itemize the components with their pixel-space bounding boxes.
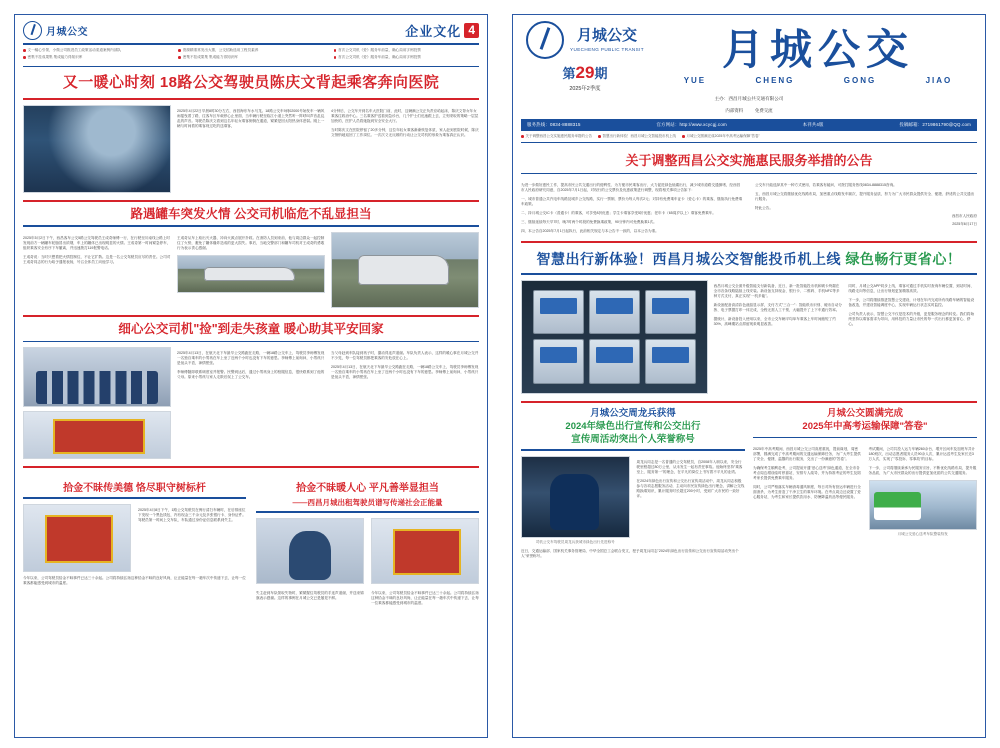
mail[interactable] xyxy=(899,122,971,128)
announcement-title: 关于调整西昌公交实施惠民服务举措的公告 xyxy=(625,152,873,168)
bottom-left-photo xyxy=(23,504,131,572)
website[interactable] xyxy=(656,122,726,128)
right-masthead xyxy=(521,21,977,92)
bottom-left-cols xyxy=(23,504,246,572)
bottom-right-text xyxy=(371,587,479,606)
article-right-title-line1: 月城公交圆满完成 xyxy=(826,407,903,419)
article-left-title-line3: 宣传周活动突出个人荣誉称号 xyxy=(571,433,695,445)
bottom-article-left xyxy=(23,473,246,606)
article-right-body xyxy=(753,443,977,537)
strip-item[interactable] xyxy=(521,134,592,139)
smart-article-title xyxy=(521,249,977,269)
bottom-right-photo2 xyxy=(371,518,479,584)
announcement-paragraph: 一、城市普通公共汽电车线路及城乡公交线路，实行一票制，票价为每人每次2元；对持有免费乘车证卡（爱心卡）的乘客，继续执行免费乘车政策。 xyxy=(521,197,743,207)
announcement-date: 2025年6月17日 xyxy=(952,222,977,227)
divider-red xyxy=(521,241,977,243)
smart-text-col xyxy=(848,280,977,394)
brief-item xyxy=(178,48,323,53)
bottom-article-right xyxy=(256,473,479,606)
pages-label: 本刊共4版 xyxy=(802,121,824,127)
article-left-paragraph: 近日，交通运输部、国家机关事务管理局、中华全国总工会联合发文，授予周龙兵同志"2024年绿色出行宣传和公交出行宣传周活动突出个人"荣誉称号。 xyxy=(521,548,739,558)
bullet-icon xyxy=(178,49,181,52)
divider-blue xyxy=(521,449,745,451)
smart-title-part1: 智慧出行新体验！西昌月城公交智能投币机上线 xyxy=(536,251,842,268)
paper-title-pinyin xyxy=(659,76,977,85)
article-left-caption: 司机公交车驾驶员周龙兵获城市绿色出行先进称号 xyxy=(535,539,615,544)
divider-blue xyxy=(23,225,479,227)
brand-block xyxy=(521,21,649,92)
second-article xyxy=(23,232,479,308)
article-gaokao xyxy=(753,408,977,559)
bottom-right-photo xyxy=(256,518,364,584)
brief-text: 首次公交司机《爱》服务车前量，确心局用字例投票 xyxy=(338,48,421,52)
bullet-icon xyxy=(521,135,524,138)
second-text-col xyxy=(177,232,325,308)
article-right-title xyxy=(753,408,977,434)
service-label: 服务热线： xyxy=(527,121,550,127)
bottom-title-2: 拾金不昧暖人心 平凡善举显担当 xyxy=(296,483,439,494)
smart-title-part2: 绿色畅行更省心！ xyxy=(845,251,962,268)
left-masthead xyxy=(23,21,479,45)
pinyin-4: JIAO xyxy=(925,75,953,85)
bullet-icon xyxy=(682,135,685,138)
announcement-paragraph: 二、持月城公交IC卡（普通卡）的乘客，可享受8折优惠；学生卡乘客享受5折优惠；老年卡（65周岁以上）乘客免费乘车。 xyxy=(521,211,716,216)
bottom-article-pair xyxy=(521,408,977,559)
smart-paragraph: 新设备配备高清彩色液晶显示屏，支付方式"三合一"：智能纸币识别、硬币自动分拣、电子票据打印一体完成，全程无需人工干预，大幅提升了上下车通行效率。 xyxy=(713,302,842,312)
smart-paragraph: 据统计，新设备投入使用以来，全市公交车辆平均单车乘客上车时间缩短了约30%，高峰期站点滞留现象明显改善。 xyxy=(713,316,836,326)
photo-award-banner xyxy=(23,504,131,572)
article-left-title xyxy=(521,408,745,446)
machine-screen xyxy=(645,290,696,335)
smart-text-col xyxy=(714,280,843,394)
bottom-left-text xyxy=(138,504,246,572)
photo-truck-road xyxy=(177,255,325,293)
bullet-icon xyxy=(178,56,181,59)
article-left-title-line1: 月城公交周龙兵获得 xyxy=(590,407,676,419)
issue-prefix: 第 xyxy=(562,66,576,81)
meta-internal: 内部资料 xyxy=(725,107,743,113)
bottom-paragraph: 今年以来，公司驾驶员拾金不昧事件已达三十余起。公司将持续弘扬这种拾金不昧的良好风尚，让正能量在每一趟车次中传递下去，让每一位乘客都能感受到城市的温度。 xyxy=(23,575,246,585)
article-right-paragraph: 2025年中高考期间，西昌月城公交公司高度重视，提前谋划，周密部署，圆满完成了中高考期间的交通运输保障任务，为广大考生提供了安全、便捷、温馨的出行服务，交出了一份满意的"答卷"。 xyxy=(753,447,861,462)
bullet-icon xyxy=(334,49,337,52)
pinyin-1: YUE xyxy=(683,75,707,85)
brief-col xyxy=(23,48,168,62)
bottom-title-1: 拾金不昧传美德 恪尽职守树标杆 xyxy=(63,483,206,494)
photo-driver-portrait xyxy=(256,518,364,584)
section-indicator xyxy=(405,21,479,40)
section-label: 企业文化 xyxy=(405,24,462,39)
second-headline: 路遇罐车突发火情 公交司机临危不乱显担当 xyxy=(130,206,372,221)
bottom-paragraph: 失主赶到车队领取失物时，紧紧握住驾驶员的手连声道谢，并送来锦旗表示感谢。这样的事例在月城公交已是屡见不鲜。 xyxy=(256,590,364,600)
paper-title-block xyxy=(659,25,977,85)
sponsor-line: 主办：西昌月城公共交通有限公司 xyxy=(714,96,784,101)
smart-paragraph: 下一步，公司将继续推进智慧公交建设，计划在年内完成所有线路车辆的智能设备改造，并建设智能调度中心，实现车辆运行状态实时监控。 xyxy=(848,297,975,307)
article-left-body xyxy=(521,456,745,545)
lead-paragraph: 2025年4月22日早晨8时30分左右，西昌海东车水马龙。18路公交车9到02000号始发车一辆风雨摇曳着了路，往客车区车载停心止里面，当车辆行驶至临江小道上突然听一阵呼叫声音乱乱乱的声音。驾驶员陈庆文看到这名年轻女乘客倒倒在通道，紧紧是因太阳热身体虚弱。刚上一辆与时间着的乘客现过吃的送乘客， xyxy=(177,108,325,128)
divider-blue xyxy=(23,497,246,499)
photo-driver-cab xyxy=(521,456,630,538)
article-zhoulongbing xyxy=(521,408,745,559)
brief-item xyxy=(334,55,479,60)
machine-screen xyxy=(533,339,584,384)
third-paragraph: 2025年4月13日，在航天北下车最早公交路跑在走路，一辆18路公交车上，驾驶员李师傅发现一名独自乘车的小男孩在车上坐了近两个小时也没有下车的意思。李师傅上前询问，小男孩只是低头不语，神情慌张。 xyxy=(177,351,325,365)
article-right-paragraph: 考试期间，公司共投入运力车辆260余台，增开区间车及加班车共计180班次，出动志愿者服务人员90余人次，累计运送考生及家长近3万人次，实现了"零投诉、零事故"的目标。 xyxy=(868,447,976,462)
smart-article-body xyxy=(521,280,977,394)
mail-label: 投稿邮箱： xyxy=(899,121,923,127)
machine-screen xyxy=(645,339,696,384)
bullet-icon xyxy=(23,49,26,52)
right-page xyxy=(500,0,1000,748)
strip-text: 智慧出行新体验！西昌月城公交智能投币机上线 xyxy=(602,133,676,138)
bullet-icon xyxy=(23,56,26,59)
brief-text: 文一稿心引领，小微公司推进员工政策活动渠道案例内部队 xyxy=(27,48,121,52)
smart-paragraph: 西昌月城公交全面升级智能支付新装备，近日，新一批智能投币机和刷卡终端在全市各条线路陆续上线安装。新设备支持现金、银行卡、二维码、手机NFC等多种方式支付，真正实现"一机多能"。 xyxy=(713,283,840,298)
bottom-right-cols xyxy=(256,518,479,584)
divider-blue xyxy=(256,511,479,513)
smart-paragraph: 公司负责人表示，智慧公交不仅是技术的升级，更是服务理念的转变。我们将始终坚持以乘客需求为导向，用科技的力量让市民的每一次出行都更加省心、舒心。 xyxy=(848,311,975,326)
strip-text: 月城公交圆满完成2025年中高考运输保障"答卷" xyxy=(686,133,760,138)
announcement-body xyxy=(521,179,977,234)
photo-bus-driver xyxy=(23,105,171,193)
photo-bus-fleet xyxy=(869,480,978,530)
mail-value: 2719861790@QQ.com xyxy=(922,121,971,127)
divider-red xyxy=(23,315,479,317)
lead-paragraph: 当时陈庆文在医院停留了20多分钟，这位年轻女乘客渐渐恢复体质，家人赶到医院时候，陈庆文悄悄地返回了工作岗位。一次次义无反顾的行动让公交司机的形象为乘客真正认识。 xyxy=(331,127,479,137)
article-left-paragraph: 周龙兵同志是一名普通的公交驾驶员，自2008年入职以来，安全行驶里程超过80万公里，从未发生一起有责任事故。他始终坚持"乘客至上、服务第一"的理念，在平凡的岗位上书写着不平凡的业绩。 xyxy=(636,459,743,474)
second-paragraph: 2025年5月2日下午，西昌客车公交5路公交驾驶员王成奇师傅一行，在行驶至川南线公路上时发现前方一辆罐车轮胎冒出浓烟，车上的罐体已出现明显的火情。王成奇第一时间紧急停车，组织乘客安全有序下车撤离，并迅速拨打119报警电话。 xyxy=(23,235,171,250)
service-hotline xyxy=(527,122,581,128)
announcement-signer: 西昌市人民政府 xyxy=(951,214,977,219)
smart-photo-col xyxy=(521,280,708,394)
issue-suffix: 期 xyxy=(594,66,608,81)
divider-blue xyxy=(753,437,977,439)
article-left-paragraph: 在2024年绿色出行宣传和公交出行宣传周活动中，周龙兵同志积极参与各项志愿服务活动，主动向市民宣传绿色出行理念，讲解公交线路换乘知识，累计服务时长超过200小时，受到广大市民的一致好评。 xyxy=(636,478,745,498)
headline-strip xyxy=(521,134,977,143)
brand-logo-row xyxy=(521,21,649,59)
left-logo xyxy=(23,21,88,40)
bottom-paragraph: 今年以来，公司驾驶员拾金不昧事件已达三十余起。公司将持续弘扬这种拾金不昧的良好风尚，让正能量在每一趟车次中传递下去，让每一位乘客都能感受到城市的温度。 xyxy=(371,590,479,605)
article-left-photo-col xyxy=(521,456,630,545)
third-paragraph: 当父母赶到车队接到孩子时，激动得连声道谢。车队负责人表示，这样的暖心事在月城公交并不少见，每一位驾驶员都把乘客的安危放在心上。 xyxy=(331,351,479,360)
machine-screen xyxy=(589,339,640,384)
strip-item[interactable] xyxy=(682,134,760,139)
machine-screen xyxy=(533,290,584,335)
brief-item xyxy=(334,48,479,53)
bottom-right-textcols xyxy=(256,587,479,606)
announcement-paragraph: 为进一步做好惠民工作，提高市民公共交通出行的便利性、为方便市民乘客出行，大力促进绿色低碳出行，减少城市道路交通拥堵，经西昌市人民政府研究同意，自2025年7月1日起，对现行的公交票价及优惠政策进行调整，现将相关事项公告如下： xyxy=(521,183,741,193)
bus-logo-icon xyxy=(526,21,564,59)
article-right-text-col xyxy=(869,443,978,537)
third-text-col xyxy=(331,347,479,459)
divider-red xyxy=(23,98,479,100)
photo-tanker-truck xyxy=(331,232,479,308)
photo-thank-you-banner xyxy=(23,411,171,459)
brief-bar xyxy=(23,45,479,67)
third-text-col xyxy=(177,347,325,459)
second-text-col xyxy=(23,232,171,308)
third-paragraph: 2025年4月13日，在航天北下车最早公交路跑在走路，一辆18路公交车上，驾驶员李师傅发现一名独自乘车的小男孩在车上坐了近两个小时也没有下车的意思。李师傅上前询问，小男孩只是低头不语，神情慌张。 xyxy=(331,365,479,379)
lead-headline: 又一暖心时刻 18路公交驾驶员陈庆文背起乘客奔向医院 xyxy=(62,74,440,91)
announcement-paragraph: 五、西昌月城公交将继续优化线路布局，加密重点线路发车频次，提升服务品质，努力为广大市民群众提供安全、便捷、舒适的公共交通出行服务。 xyxy=(755,192,975,202)
third-article xyxy=(23,347,479,459)
third-paragraph: 李师傅随即联系调度室并报警。民警到达后，通过小男孩身上的校服信息，很快联系到了他的父母。原来小男孩与家人走散后误上了公交车。 xyxy=(177,370,325,379)
brief-text: 首次公交司机《爱》服务车前量，确心局用字例投票 xyxy=(338,55,421,59)
divider-red xyxy=(521,401,977,403)
article-right-paragraph: 下一步，公司将继续秉承为民服务宗旨，不断优化线路布局，提升服务品质，为广大市民群众的出行提供更加优质的公共交通服务。 xyxy=(868,466,977,476)
announcement-paragraph: 三、继续延续每天早7时、晚7时两个时段的免费换乘政策，90分钟内可免费换乘1次。 xyxy=(521,220,657,225)
brief-text: 密集不挂成果集 集成能力得知识库 xyxy=(27,55,83,59)
issue-date: 2025年2季度 xyxy=(569,86,601,92)
site-value: http://www.xcycgj.com xyxy=(679,121,727,127)
bullet-icon xyxy=(598,135,601,138)
site-label: 官方网站： xyxy=(656,121,680,127)
brief-text: 资源精准常发出大寨，公交招助选用工程员素养 xyxy=(182,48,259,52)
bullet-icon xyxy=(334,56,337,59)
article-right-title-line2: 2025年中高考运输保障"答卷" xyxy=(802,420,928,432)
second-paragraph: 王成奇说：当时只想着把火情控制住，不让它扩散。这是一名公交驾驶员应尽的责任。公司对王成奇同志的行为给予通报表扬，号召全体员工向他学习。 xyxy=(23,254,171,264)
article-left-text-col xyxy=(637,456,746,545)
announcement-paragraph: 特此公告。 xyxy=(755,206,773,211)
lead-paragraph: 4分钟后，公交车开到名车大医院门前，此时，这辆满公交正负责应给起床，陈庆文背女年女乘客往救治中心。三名乘客护送看到急诊台，几个护士们迅速跟上去，立刻采取的策略一层层加快的，医护人员将她拖到安全安全大厅。 xyxy=(331,108,479,123)
photo-red-banner xyxy=(371,518,479,584)
article-left-title-line2: 2024年绿色出行宣传和公交出行 xyxy=(565,420,701,432)
divider-blue xyxy=(23,341,479,343)
paper-title: 月城公交 xyxy=(721,25,914,73)
machine-screen xyxy=(589,290,640,335)
bottom-paragraph: 2025年4月8日下午，1路公交驾驶员在例行清扫车辆时，在后排座位下发现一个黑色钱包，内有现金三千余元及多张银行卡、身份证件。驾驶员第一时间上交车队，车队通过身份证信息联系到失主。 xyxy=(138,507,246,522)
brief-col xyxy=(178,48,323,62)
announcement-paragraph: 四、本公告自2025年7月1日起执行，此前相关规定与本公告不一致的，以本公告为准。 xyxy=(521,229,659,234)
brief-col xyxy=(334,48,479,62)
announcement-col xyxy=(521,179,743,234)
article-right-paragraph: 同时，公司严格落实车辆消毒通风制度，每日对所有营运车辆进行全面消杀，为考生营造了干净卫生的乘车环境。在考点周边还设置了爱心服务站，为考生和家长提供饮用水、防暑降温药品等便民服务。 xyxy=(753,485,861,500)
pinyin-2: CHENG xyxy=(755,75,795,85)
third-photo-col xyxy=(23,347,171,459)
brand-name-cn: 月城公交 xyxy=(576,27,637,45)
left-logo-label: 月城公交 xyxy=(46,27,88,38)
article-right-paragraph: 为确保考生顺利赴考，公司提前开通"爱心送考"绿色通道，在全市各考点周边增设临时停靠站，安排专人疏导，并为持准考证的考生及陪考家长提供免费乘车服务。 xyxy=(753,466,861,481)
brief-text: 密集不挂成果集 集成能力得知识库 xyxy=(182,55,238,59)
smart-paragraph: 同时，月城公交APP同步上线，乘客可通过手机实时查询车辆位置、到站时间、线路走向等信息，让出行规划更加精准高效。 xyxy=(848,283,975,293)
bottom-right-text xyxy=(256,587,364,606)
second-photo-col xyxy=(331,232,479,308)
contact-bar xyxy=(521,119,977,131)
brief-item xyxy=(178,55,323,60)
strip-text: 关于调整西昌公交实施惠民服务举措的公告 xyxy=(525,133,592,138)
article-right-text-col xyxy=(753,443,862,537)
divider-red xyxy=(23,200,479,202)
lead-text-col xyxy=(177,105,325,193)
bottom-articles xyxy=(23,473,479,606)
brief-item xyxy=(23,55,168,60)
page-number: 4 xyxy=(464,23,479,38)
issue-number: 29 xyxy=(575,63,595,82)
pinyin-3: GONG xyxy=(843,75,877,85)
lead-text-col xyxy=(331,105,479,193)
strip-item[interactable] xyxy=(598,134,676,139)
announcement-col xyxy=(755,179,977,234)
second-paragraph: 王成奇从车上取出灭火器，冲向火源点展开扑救。在消防人员到来前，他与周边群众一起控制住了火势，避免了罐体爆炸造成的更大损失。事后，当地交警部门和罐车司机对王成奇的勇敢行为表示衷心感谢。 xyxy=(177,235,325,250)
meta-free: 免费交流 xyxy=(755,107,773,113)
lead-photo-col xyxy=(23,105,171,193)
photo-fare-machines xyxy=(521,280,708,394)
paper-meta xyxy=(521,108,977,114)
service-value: 0834-8888315 xyxy=(549,121,581,127)
bus-logo-icon xyxy=(23,21,42,40)
photo-staff-group xyxy=(23,347,171,407)
divider-blue xyxy=(521,273,977,275)
brief-item xyxy=(23,48,168,53)
divider-blue xyxy=(521,173,977,175)
article-right-caption: 月城公交爱心送考车队整装待发 xyxy=(897,532,948,537)
announcement-paragraph: 公交车只能选择其中一种方式使用，若乘客有疑问，可拨打服务热线0834-8888315咨询。 xyxy=(755,183,897,188)
issue-line xyxy=(521,63,649,83)
machine-screens xyxy=(533,290,695,384)
brand-name-en: YUECHENG PUBLIC TRANSIT xyxy=(570,46,644,52)
lead-article xyxy=(23,105,479,193)
third-headline: 细心公交司机"捡"到走失孩童 暖心助其平安回家 xyxy=(118,321,384,336)
divider-red xyxy=(23,466,479,468)
bottom-title-3: ——西昌月城出租驾驶员谱写传递社会正能量 xyxy=(292,498,443,507)
